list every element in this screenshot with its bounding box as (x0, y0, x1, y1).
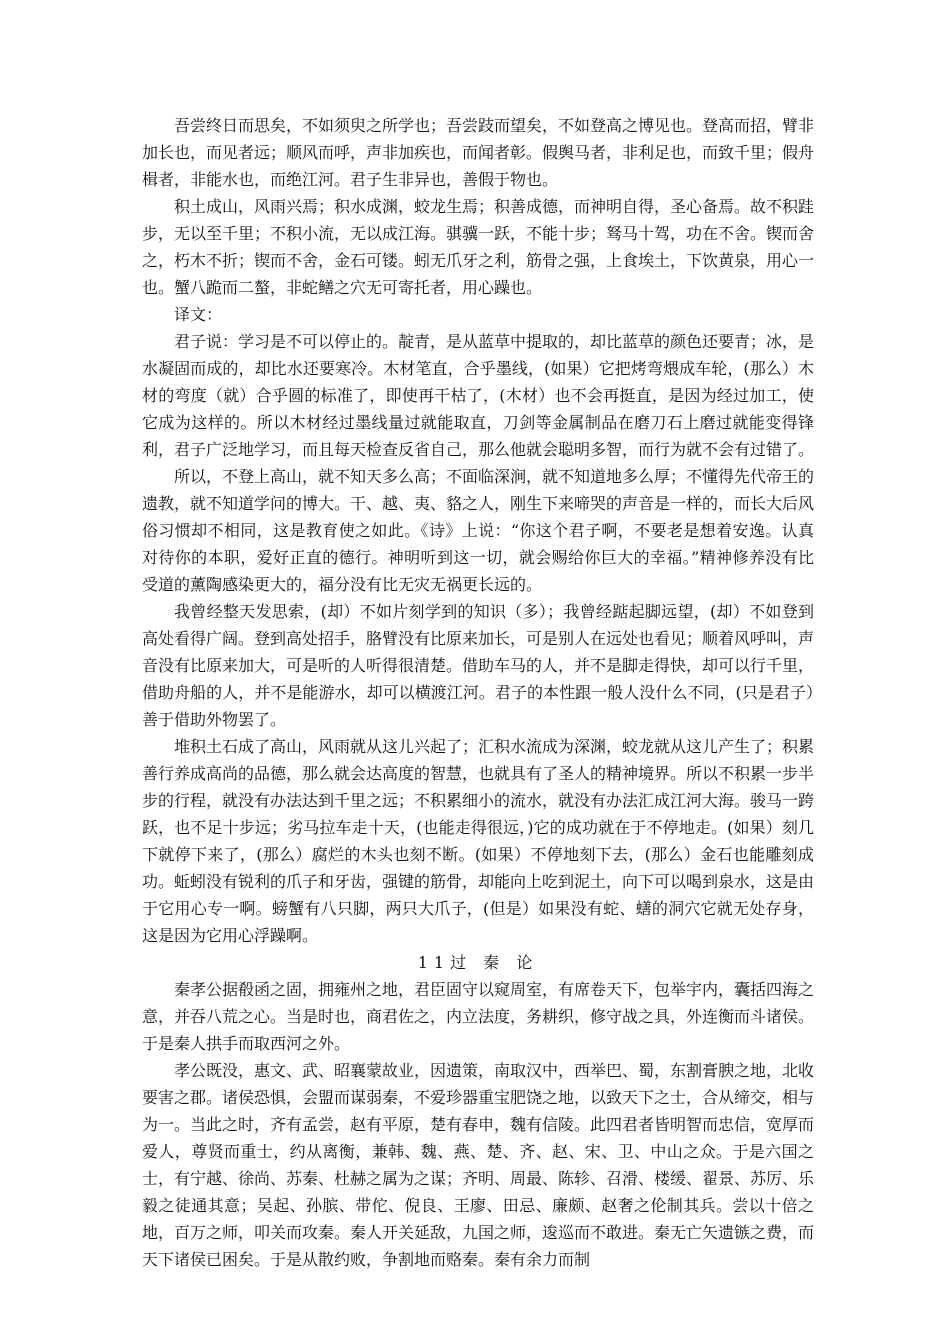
section-heading: 11过 秦 论 (417, 953, 539, 972)
document-page (142, 112, 814, 1273)
paragraph: 君子说：学习是不可以停止的。靛青，是从蓝草中提取的，却比蓝草的颜色还要青；冰，是水凝固而成的，却比水还要寒冷。木材笔直，合乎墨线，(如果）它把烤弯煨成车轮，(那么）木材的弯度（就）合乎圆的标准了，即使再干枯了，(木材）也不会再挺直，是因为经过加工，使它成为这样的。所以木材经过墨线量过就能取直，刀剑等金属制品在磨刀石上磨过就能变得锋利，君子广泛地学习，而且每天检查反省自己，那么他就会聪明多智，而行为就不会有过错了。 (142, 332, 815, 459)
paragraph: 秦孝公据殽函之固，拥雍州之地，君臣固守以窥周室，有席卷天下，包举宇内，囊括四海之意，并吞八荒之心。当是时也，商君佐之，内立法度，务耕织，修守战之具，外连衡而斗诸侯。于是秦人拱手而取西河之外。 (142, 980, 815, 1053)
translation-label: 译文： (174, 305, 223, 324)
paragraph: 我曾经整天发思索，(却）不如片刻学到的知识（多）；我曾经踮起脚远望，(却）不如登到高处看得广阔。登到高处招手，胳臂没有比原来加长，可是别人在远处也看见；顺着风呼叫，声音没有比原来加大，可是听的人听得很清楚。借助车马的人，并不是脚走得快，却可以行千里，借助舟船的人，并不是能游水，却可以横渡江河。君子的本性跟一般人没什么不同，(只是君子）善于借助外物罢了。 (142, 602, 815, 729)
paragraph: 堆积土石成了高山，风雨就从这儿兴起了；汇积水流成为深渊，蛟龙就从这儿产生了；积累善行养成高尚的品德，那么就会达高度的智慧，也就具有了圣人的精神境界。所以不积累一步半步的行程，就没有办法达到千里之远；不积累细小的流水，就没有办法汇成江河大海。骏马一跨跃，也不足十步远；劣马拉车走十天，(也能走得很远，)它的成功就在于不停地走。(如果）刻几下就停下来了，(那么）腐烂的木头也刻不断。(如果）不停地刻下去，(那么）金石也能雕刻成功。蚯蚓没有锐利的爪子和牙齿，强键的筋骨，却能向上吃到泥土，向下可以喝到泉水，这是由于它用心专一啊。螃蟹有八只脚，两只大爪子，(但是）如果没有蛇、蟮的洞穴它就无处存身，这是因为它用心浮躁啊。 (142, 737, 815, 945)
paragraph: 吾尝终日而思矣，不如须臾之所学也；吾尝跂而望矣，不如登高之博见也。登高而招，臂非加长也，而见者远；顺风而呼，声非加疾也，而闻者彰。假舆马者，非利足也，而致千里；假舟楫者，非能水也，而绝江河。君子生非异也，善假于物也。 (142, 116, 815, 189)
paragraph: 孝公既没，惠文、武、昭襄蒙故业，因遗策，南取汉中，西举巴、蜀，东割膏腴之地，北收要害之郡。诸侯恐惧，会盟而谋弱秦，不爱珍器重宝肥饶之地，以致天下之士，合从缔交，相与为一。当此之时，齐有孟尝，赵有平原，楚有春申，魏有信陵。此四君者皆明智而忠信，宽厚而爱人，尊贤而重士，约从离衡，兼韩、魏、燕、楚、齐、赵、宋、卫、中山之众。于是六国之士，有宁越、徐尚、苏秦、杜赫之属为之谋；齐明、周最、陈轸、召滑、楼缓、翟景、苏厉、乐毅之徒通其意；吴起、孙膑、带佗、倪良、王廖、田忌、廉颇、赵奢之伦制其兵。尝以十倍之地，百万之师，叩关而攻秦。秦人开关延敌，九国之师，逡巡而不敢进。秦无亡矢遗镞之费，而天下诸侯已困矣。于是从散约败，争割地而赂秦。秦有余力而制 (142, 1061, 815, 1269)
paragraph: 所以，不登上高山，就不知天多么高；不面临深涧，就不知道地多么厚；不懂得先代帝王的遗教，就不知道学问的博大。干、越、夷、貉之人，刚生下来啼哭的声音是一样的，而长大后风俗习惯却不相同，这是教育使之如此。《诗》上说：“你这个君子啊，不要老是想着安逸。认真对待你的本职，爱好正直的德行。神明听到这一切，就会赐给你巨大的幸福。”精神修养没有比受道的薰陶感染更大的，福分没有比无灾无祸更长远的。 (142, 467, 815, 594)
paragraph: 积土成山，风雨兴焉；积水成渊，蛟龙生焉；积善成德，而神明自得，圣心备焉。故不积跬步，无以至千里；不积小流，无以成江海。骐骥一跃，不能十步；驽马十驾，功在不舍。锲而舍之，朽木不折；锲而不舍，金石可镂。蚓无爪牙之利，筋骨之强，上食埃土，下饮黄泉，用心一也。蟹八跪而二螯，非蛇鳝之穴无可寄托者，用心躁也。 (142, 197, 815, 297)
